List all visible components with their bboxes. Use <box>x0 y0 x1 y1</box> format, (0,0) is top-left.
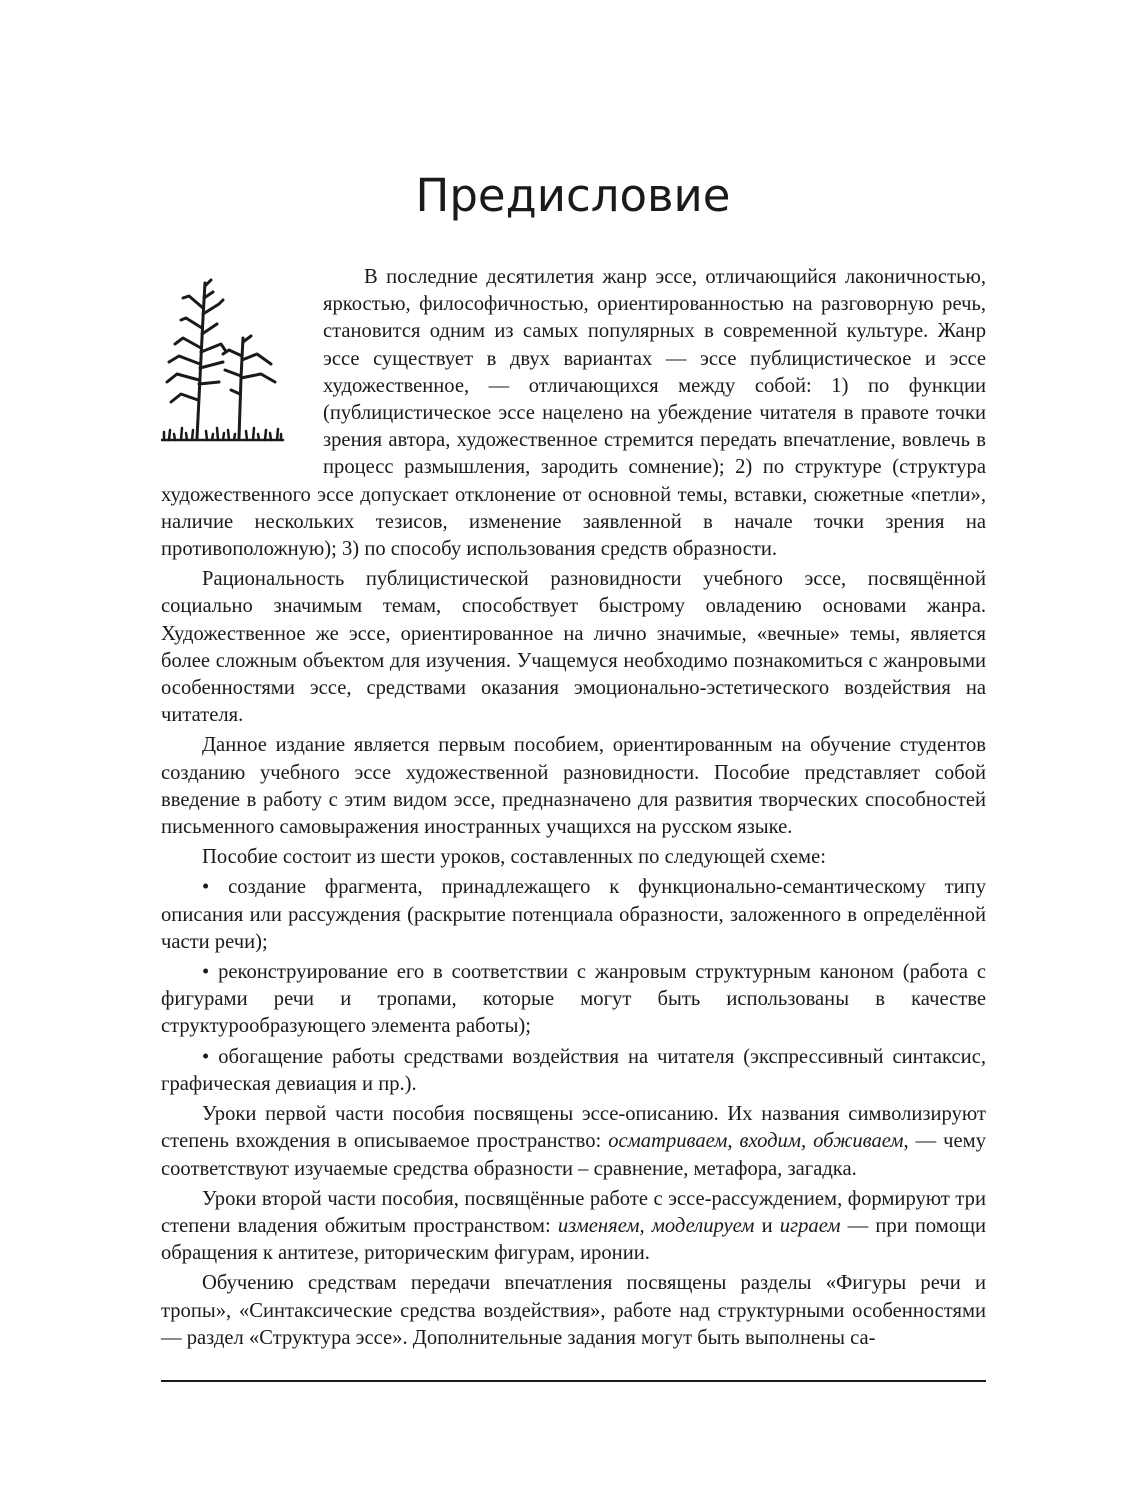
paragraph-5-italic: осматриваем, входим, обживаем <box>608 1130 904 1153</box>
paragraph-7: Обучению средствам передачи впечатления посвящены разделы «Фигуры речи и тропы», «Синтаксические средства воздействия», работе над структурными особенностями — раздел «Структура эссе». Дополнительные задания могут быть выполнены са- <box>161 1272 986 1349</box>
paragraph-6 <box>161 1186 986 1268</box>
page-title: Предисловие <box>415 169 731 222</box>
tree-sketch-icon <box>161 278 285 456</box>
paragraph-intro: В последние десятилетия жанр эссе, отличающийся лаконичностью, яркостью, философичностью, ориентированностью на разговорную речь, становится одним из самых популярных в современной культуре. Жанр эссе существует в двух вариантах — эссе публицистическое и эссе художественное, — отличающихся между собой: 1) по функции (публицистическое эссе нацелено на убеждение читателя в правоте точки зрения автора, художественное стремится передать впечатление, вовлечь в процесс размышления, зародить сомнение); 2) по структуре (структура художественного эссе допускает отклонение от основной темы, вставки, сюжетные «петли», наличие нескольких тезисов, изменение заявленной в начале точки зрения на противоположную); 3) по способу использования средств образности. <box>161 266 986 561</box>
paragraph-5 <box>161 1101 986 1183</box>
paragraph-6-mid: и <box>754 1214 780 1237</box>
paragraph-3: Данное издание является первым пособием, ориентированным на обучение студентов созданию учебного эссе художественной разновидности. Пособие представляет собой введение в работу с этим видом эссе, предназначено для развития творческих способностей письменного самовыражения иностранных учащихся на русском языке. <box>161 734 986 839</box>
paragraph-6-start: Уроки второй части пособия, посвящённые работе с эссе-рассуждением, формируют три степени владения обжитым пространством: <box>161 1187 986 1237</box>
bullet-item: • создание фрагмента, принадлежащего к функционально-семантическому типу описания или рассуждения (раскрытие потенциала образности, заложенного в определённой части речи); <box>161 876 986 953</box>
paragraph-6-italic-1: изменяем, моделируем <box>557 1214 755 1237</box>
paragraph-6-italic-2: играем <box>779 1214 841 1237</box>
bottom-rule <box>161 1380 986 1382</box>
body-text <box>161 264 986 1355</box>
paragraph-4: Пособие состоит из шести уроков, составленных по следующей схеме: <box>202 846 826 869</box>
paragraph-2: Рациональность публицистической разновидности учебного эссе, посвящённой социально значимым темам, способствует быстрому овладению основами жанра. Художественное же эссе, ориентированное на лично значимые, «вечные» темы, является более сложным объектом для изучения. Учащемуся необходимо познакомиться с жанровыми особенностями эссе, средствами оказания эмоционально-эстетического воздействия на читателя. <box>161 568 986 727</box>
paragraph-5-end: , — чему соответствуют изучаемые средства образности – сравнение, метафора, загадка. <box>161 1130 986 1180</box>
bullet-item: • реконструирование его в соответствии с жанровым структурным каноном (работа с фигурами речи и тропами, которые могут быть использованы в качестве структурообразующего элемента работы); <box>161 961 986 1038</box>
paragraph-6-end: — при помощи обращения к антитезе, риторическим фигурам, иронии. <box>161 1214 986 1265</box>
bullet-item: • обогащение работы средствами воздействия на читателя (экспрессивный синтаксис, графическая девиация и пр.). <box>161 1045 986 1095</box>
paragraph-5-start: Уроки первой части пособия посвящены эссе-описанию. Их названия символизируют степень вхождения в описываемое пространство: <box>161 1103 986 1153</box>
